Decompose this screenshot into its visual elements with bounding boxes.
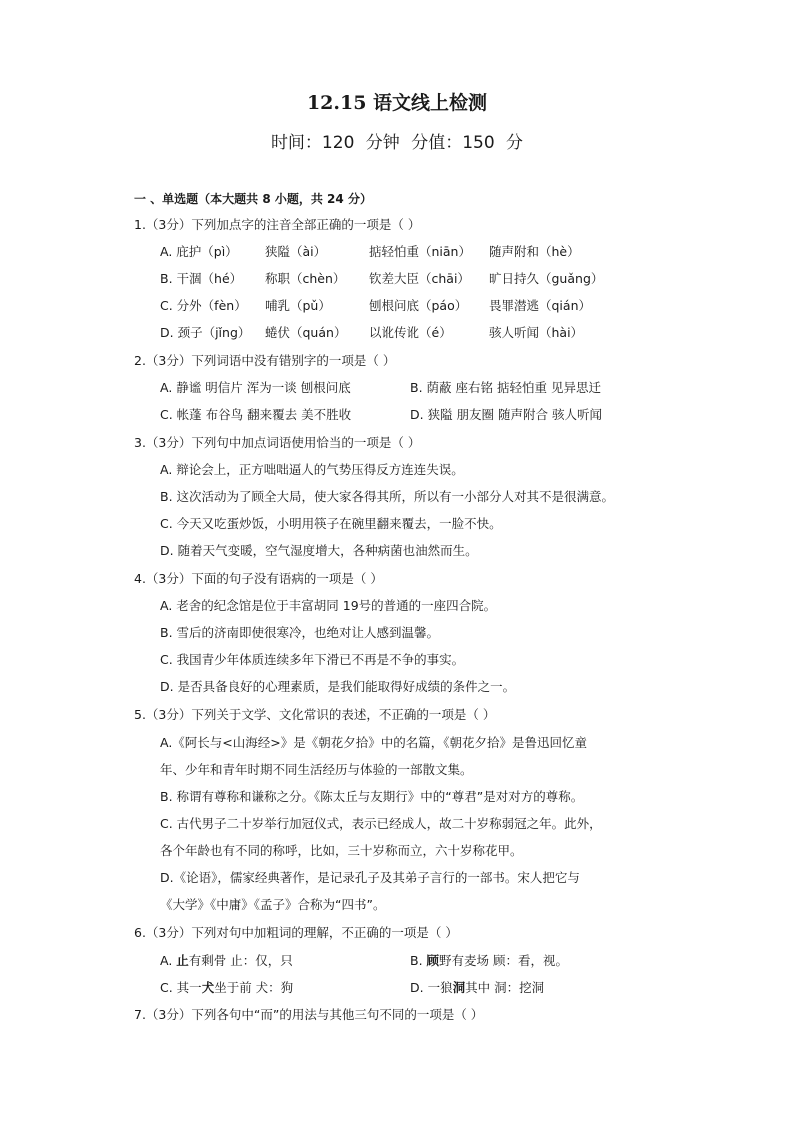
exam-subtitle: 时间：120 分钟 分值：150 分 — [270, 133, 524, 153]
question-5-option-c-line-2: 各个年龄也有不同的称呼，比如，三十岁称而立，六十岁称花甲。 — [160, 843, 523, 858]
question-5-option-a-line-1: A.《阿长与<山海经>》是《朝花夕拾》中的名篇，《朝花夕拾》是鲁迅回忆童 — [160, 735, 588, 750]
question-3-option-a: A. 辩论会上，正方咄咄逼人的气势压得反方连连失误。 — [160, 462, 464, 477]
exam-title: 12.15 语文线上检测 — [306, 92, 488, 114]
option-b — [410, 953, 568, 968]
option-c-item-1: C. 分外（fèn） — [160, 298, 247, 313]
option-c — [160, 980, 410, 996]
option-c-bold-word: 犬 — [201, 980, 215, 995]
question-6-options-ab — [160, 953, 568, 969]
question-5-option-d-line-2: 《大学》《中庸》《孟子》合称为“四书”。 — [160, 897, 386, 912]
question-4-option-d: D. 是否具备良好的心理素质，是我们能取得好成绩的条件之一。 — [160, 679, 516, 694]
option-a: A. 静谧 明信片 浑为一谈 刨根问底 — [160, 380, 351, 395]
option-b-item-1: B. 干涸（hé） — [160, 271, 243, 286]
option-b: B. 荫蔽 座右铭 掂轻怕重 见异思迁 — [410, 380, 601, 395]
question-2-options-ab — [160, 380, 601, 396]
question-5-option-d-line-1: D.《论语》，儒家经典著作，是记录孔子及其弟子言行的一部书。宋人把它与 — [160, 870, 580, 885]
question-4-option-c: C. 我国青少年体质连续多年下滑已不再是不争的事实。 — [160, 652, 465, 667]
question-3-option-b: B. 这次活动为了顾全大局，使大家各得其所，所以有一小部分人对其不是很满意。 — [160, 489, 615, 504]
question-3-option-c: C. 今天又吃蛋炒饭，小明用筷子在碗里翻来覆去，一脸不快。 — [160, 516, 502, 531]
option-a-text: 有剩骨 止：仅，只 — [188, 953, 293, 968]
option-d — [410, 980, 544, 995]
question-5-option-a-line-2: 年、少年和青年时期不同生活经历与体验的一部散文集。 — [160, 762, 473, 777]
question-1-option-b — [160, 271, 603, 287]
question-2-options-cd — [160, 407, 602, 423]
section-heading: 一 、单选题（本大题共 8 小题，共 24 分） — [134, 192, 372, 206]
question-7-stem: 7.（3分）下列各句中“而”的用法与其他三句不同的一项是（ ） — [134, 1007, 484, 1022]
option-b-item-3: 钦差大臣（chāi） — [369, 271, 470, 286]
option-d-item-1: D. 颈子（jǐng） — [160, 325, 251, 340]
question-3-option-d: D. 随着天气变暖，空气湿度增大，各种病菌也油然而生。 — [160, 543, 478, 558]
question-6-stem: 6.（3分）下列对句中加粗词的理解，不正确的一项是（ ） — [134, 925, 458, 940]
option-d-text: 其中 洞：挖洞 — [465, 980, 545, 995]
option-c-text: 坐于前 犬：狗 — [214, 980, 294, 995]
option-a — [160, 953, 410, 969]
option-c: C. 帐蓬 布谷鸟 翻来覆去 美不胜收 — [160, 407, 352, 422]
question-5-stem: 5.（3分）下列关于文学、文化常识的表述，不正确的一项是（ ） — [134, 707, 496, 722]
option-a-item-4: 随声附和（hè） — [489, 244, 580, 259]
option-a-item-2: 狭隘（ài） — [265, 244, 327, 259]
question-6-options-cd — [160, 980, 544, 996]
option-d-item-3: 以讹传讹（é） — [369, 325, 452, 340]
option-b-prefix: B. — [410, 953, 427, 968]
question-5-option-c-line-1: C. 古代男子二十岁举行加冠仪式，表示已经成人，故二十岁称弱冠之年。此外， — [160, 816, 602, 831]
option-a-bold-word: 止 — [176, 953, 189, 968]
question-4-option-a: A. 老舍的纪念馆是位于丰富胡同 19号的普通的一座四合院。 — [160, 598, 497, 613]
question-4-stem: 4.（3分）下面的句子没有语病的一项是（ ） — [134, 571, 383, 586]
option-c-item-4: 畏罪潜逃（qián） — [489, 298, 591, 313]
question-2-stem: 2.（3分）下列词语中没有错别字的一项是（ ） — [134, 353, 396, 368]
option-d-prefix: D. 一狼 — [410, 980, 453, 995]
question-4-option-b: B. 雪后的济南即使很寒冷，也绝对让人感到温馨。 — [160, 625, 440, 640]
option-a-item-1: A. 庇护（pì） — [160, 244, 238, 259]
question-1-option-d — [160, 325, 583, 341]
option-c-item-2: 哺乳（pǔ） — [265, 298, 331, 313]
option-d-item-2: 蜷伏（quán） — [265, 325, 347, 340]
option-b-text: 野有麦场 顾：看，视。 — [439, 953, 569, 968]
option-b-item-2: 称职（chèn） — [265, 271, 346, 286]
question-1-option-a — [160, 244, 580, 260]
option-d-bold-word: 洞 — [452, 980, 466, 995]
option-a-item-3: 掂轻怕重（niān） — [369, 244, 471, 259]
option-b-bold-word: 顾 — [426, 953, 440, 968]
option-d: D. 狭隘 朋友圈 随声附合 骇人听闻 — [410, 407, 602, 422]
option-b-item-4: 旷日持久（guǎng） — [489, 271, 604, 286]
option-c-item-3: 刨根问底（páo） — [369, 298, 468, 313]
option-d-item-4: 骇人听闻（hài） — [489, 325, 584, 340]
question-3-stem: 3.（3分）下列句中加点词语使用恰当的一项是（ ） — [134, 435, 421, 450]
option-a-prefix: A. — [160, 953, 177, 968]
question-1-stem: 1.（3分）下列加点字的注音全部正确的一项是（ ） — [134, 217, 421, 232]
question-5-option-b: B. 称谓有尊称和谦称之分。《陈太丘与友期行》中的“尊君”是对对方的尊称。 — [160, 789, 584, 804]
option-c-prefix: C. 其一 — [160, 980, 202, 995]
question-1-option-c — [160, 298, 591, 314]
